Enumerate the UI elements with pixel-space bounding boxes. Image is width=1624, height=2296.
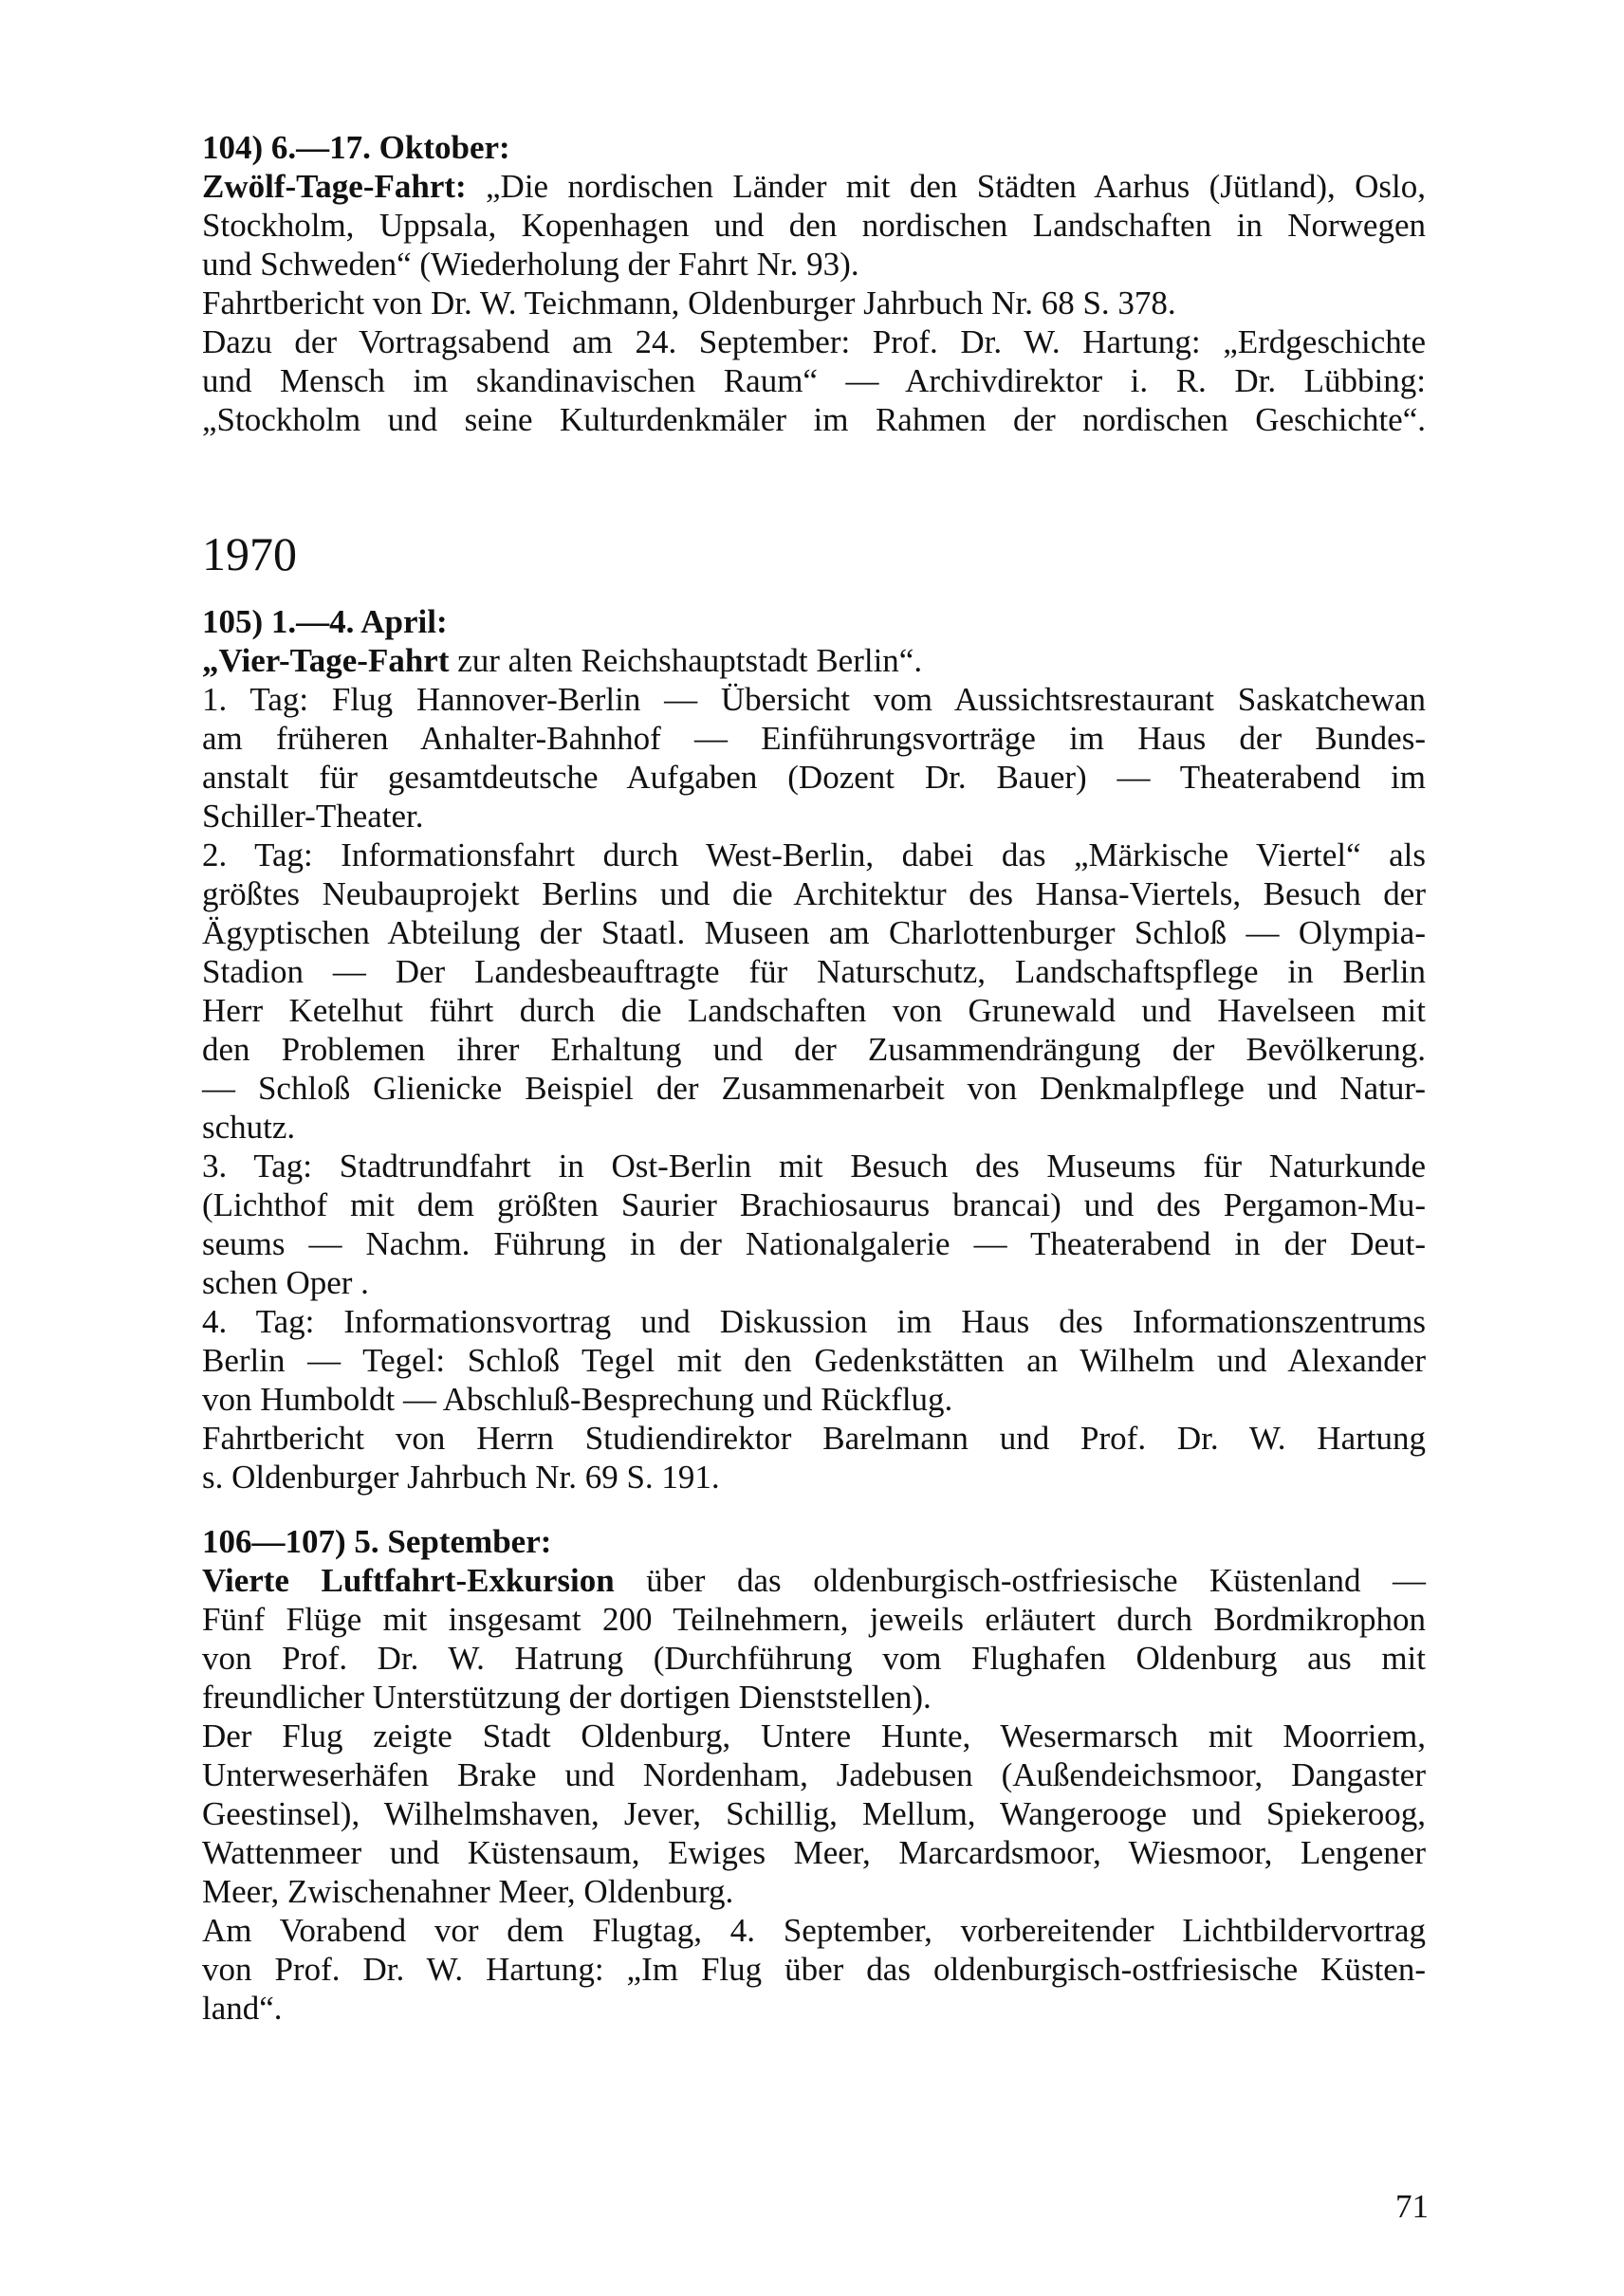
text-line: Fahrtbericht von Dr. W. Teichmann, Oldenburger Jahrbuch Nr. 68 S. 378. [202, 285, 1176, 321]
text-line: Stadion — Der Landesbeauftragte für Naturschutz, Landschaftspflege in Berlin [202, 953, 1426, 990]
text-line: s. Oldenburger Jahrbuch Nr. 69 S. 191. [202, 1459, 720, 1496]
text-line: Der Flug zeigte Stadt Oldenburg, Untere Hunte, Wesermarsch mit Moorriem, [202, 1717, 1426, 1754]
text-line: seums — Nachm. Führung in der Nationalgalerie — Theaterabend in der Deut- [202, 1225, 1426, 1262]
text-line: über das oldenburgisch-ostfriesische Küstenland — [614, 1562, 1426, 1599]
text-line: größtes Neubauprojekt Berlins und die Architektur des Hansa-Viertels, Besuch der [202, 875, 1426, 912]
text-line: freundlicher Unterstützung der dortigen Dienststellen). [202, 1679, 932, 1716]
page-body [202, 128, 1426, 2028]
text-line: Wattenmeer und Küstensaum, Ewiges Meer, Marcardsmoor, Wiesmoor, Lengener [202, 1834, 1426, 1871]
text-line: Unterweserhäfen Brake und Nordenham, Jadebusen (Außendeichsmoor, Dangaster [202, 1756, 1426, 1793]
text-line: 2. Tag: Informationsfahrt durch West-Berlin, dabei das „Märkische Viertel“ als [202, 836, 1426, 873]
entry-lead: Zwölf-Tage-Fahrt: [202, 168, 467, 205]
page-number: 71 [1395, 2188, 1429, 2225]
entry-first-line [202, 167, 1426, 206]
text-line: von Humboldt — Abschluß-Besprechung und Rückflug. [202, 1381, 953, 1418]
entry-first-line [202, 641, 1426, 680]
text-line: Herr Ketelhut führt durch die Landschaften von Grunewald und Havelseen mit [202, 992, 1426, 1029]
text-line: land“. [202, 1990, 283, 2027]
entry-heading: 105) 1.—4. April: [202, 603, 448, 640]
text-line: Schiller-Theater. [202, 798, 424, 835]
entry-heading: 106—107) 5. September: [202, 1523, 552, 1560]
text-line: am früheren Anhalter-Bahnhof — Einführungsvorträge im Haus der Bundes- [202, 720, 1426, 757]
text-line: — Schloß Glienicke Beispiel der Zusammenarbeit von Denkmalpflege und Natur- [202, 1070, 1426, 1107]
text-line: Meer, Zwischenahner Meer, Oldenburg. [202, 1873, 734, 1910]
text-line: 3. Tag: Stadtrundfahrt in Ost-Berlin mit Besuch des Museums für Naturkunde [202, 1148, 1426, 1185]
text-line: zur alten Reichshauptstadt Berlin“. [449, 642, 923, 679]
entry-heading: 104) 6.—17. Oktober: [202, 129, 510, 166]
text-line: schen Oper . [202, 1264, 369, 1301]
text-line: und Mensch im skandinavischen Raum“ — Archivdirektor i. R. Dr. Lübbing: [202, 362, 1426, 399]
text-line: von Prof. Dr. W. Hatrung (Durchführung vom Flughafen Oldenburg aus mit [202, 1640, 1426, 1677]
text-line: Geestinsel), Wilhelmshaven, Jever, Schillig, Mellum, Wangerooge und Spiekeroog, [202, 1795, 1426, 1832]
text-line: „Die nordischen Länder mit den Städten Aarhus (Jütland), Oslo, [466, 168, 1426, 205]
entry-lead: „Vier-Tage-Fahrt [202, 642, 450, 679]
entry-lead: Vierte Luftfahrt-Exkursion [202, 1562, 615, 1599]
text-line: (Lichthof mit dem größten Saurier Brachiosaurus brancai) und des Pergamon-Mu- [202, 1186, 1426, 1223]
year-heading: 1970 [202, 527, 297, 580]
text-line: 4. Tag: Informationsvortrag und Diskussion im Haus des Informationszentrums [202, 1303, 1426, 1340]
text-line: schutz. [202, 1109, 296, 1146]
text-line: Am Vorabend vor dem Flugtag, 4. September, vorbereitender Lichtbildervortrag [202, 1912, 1426, 1949]
text-line: Stockholm, Uppsala, Kopenhagen und den nordischen Landschaften in Norwegen [202, 207, 1426, 244]
text-line: und Schweden“ (Wiederholung der Fahrt Nr. 93). [202, 246, 859, 283]
text-line: 1. Tag: Flug Hannover-Berlin — Übersicht vom Aussichtsrestaurant Saskatchewan [202, 681, 1426, 718]
entry-first-line [202, 1561, 1426, 1600]
entry-105 [202, 602, 1426, 1497]
entry-106-107 [202, 1522, 1426, 2028]
text-line: Fahrtbericht von Herrn Studiendirektor Barelmann und Prof. Dr. W. Hartung [202, 1420, 1426, 1457]
text-line: „Stockholm und seine Kulturdenkmäler im Rahmen der nordischen Geschichte“. [202, 401, 1426, 438]
text-line: anstalt für gesamtdeutsche Aufgaben (Dozent Dr. Bauer) — Theaterabend im [202, 759, 1426, 796]
text-line: Dazu der Vortragsabend am 24. September: Prof. Dr. W. Hartung: „Erdgeschichte [202, 323, 1426, 360]
text-line: Ägyptischen Abteilung der Staatl. Museen am Charlottenburger Schloß — Olympia- [202, 914, 1426, 951]
entry-104 [202, 128, 1426, 439]
text-line: Fünf Flüge mit insgesamt 200 Teilnehmern, jeweils erläutert durch Bordmikrophon [202, 1601, 1426, 1638]
text-line: von Prof. Dr. W. Hartung: „Im Flug über das oldenburgisch-ostfriesische Küsten- [202, 1951, 1426, 1988]
text-line: den Problemen ihrer Erhaltung und der Zusammendrängung der Bevölkerung. [202, 1031, 1426, 1068]
text-line: Berlin — Tegel: Schloß Tegel mit den Gedenkstätten an Wilhelm und Alexander [202, 1342, 1426, 1379]
